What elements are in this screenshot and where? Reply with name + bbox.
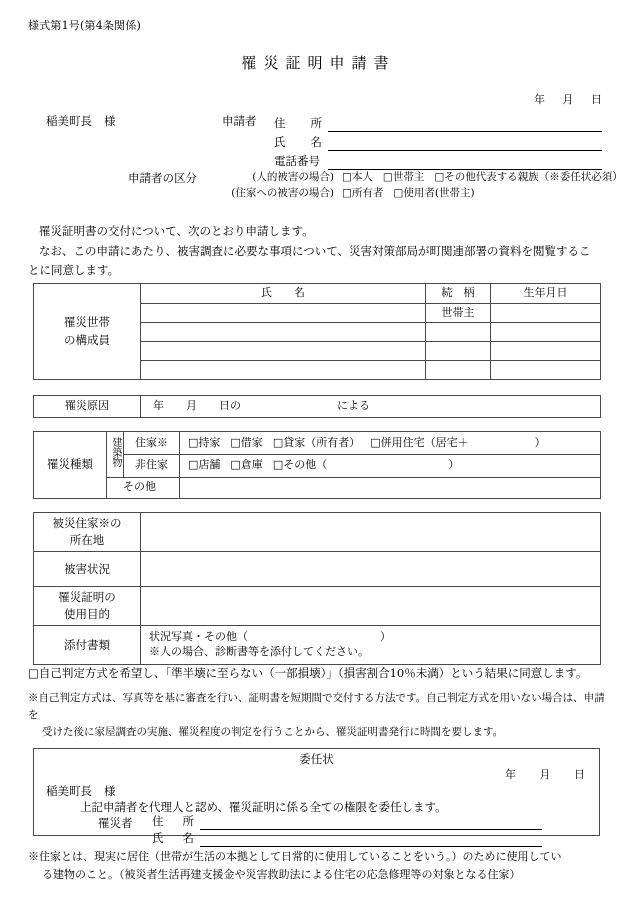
detail-label-damage-status: 被害状況: [34, 552, 141, 587]
building-vertical-text: 建築物: [110, 437, 121, 467]
household-label-line1: 罹災世帯: [64, 315, 110, 330]
power-of-attorney-box: [33, 748, 600, 845]
cell-relation[interactable]: [426, 323, 491, 342]
date-day-label: 日: [591, 93, 602, 106]
applicant-address-label: [274, 115, 328, 132]
cause-month-label: 月: [186, 399, 197, 413]
cell-relation[interactable]: [426, 342, 491, 361]
disaster-cause-table: [33, 395, 601, 418]
cause-date-line: [153, 399, 370, 414]
self-assessment-desc-line1: ※自己判定方式は、写真等を基に審査を行い、証明書を短期間で交付する方法です。自己判定方式を用いない場合は、申請を: [28, 692, 605, 721]
cell-name[interactable]: [141, 342, 426, 361]
applicant-classification-label: 申請者の区分: [128, 171, 197, 185]
applicant-phone-label: 電話番号: [274, 153, 320, 168]
kind-label: 罹災種類: [34, 432, 107, 499]
cause-value[interactable]: [141, 396, 601, 418]
classification-condition: (人的被害の場合): [252, 171, 334, 183]
table-row: [34, 477, 601, 498]
body-paragraph-1: 罹災証明書の交付について、次のとおり申請します。: [39, 224, 314, 238]
checkbox-owner[interactable]: □所有者: [342, 187, 384, 199]
building-vertical-label: [107, 432, 124, 478]
footnote-line1: ※住家とは、現実に居住（世帯が生活の本拠として日常的に使用していることをいう。）のために使用してい: [28, 850, 562, 863]
detail-label-location: [34, 513, 141, 552]
proxy-person-label: 罹災者: [98, 816, 133, 830]
addressee-line: [46, 113, 116, 130]
cell-name[interactable]: [141, 323, 426, 342]
document-title: 罹災証明申請書: [241, 54, 396, 72]
label-char-a: 住: [274, 115, 286, 130]
table-row: [34, 626, 601, 665]
checkbox-tenpo[interactable]: □店舗: [188, 458, 221, 472]
checkbox-user[interactable]: □使用者(世帯主): [393, 187, 475, 199]
proxy-name-input[interactable]: [200, 832, 542, 847]
classification-condition: (住家への被害の場合): [231, 187, 334, 199]
label-char-a: 氏: [152, 830, 164, 845]
checkbox-mochiie[interactable]: □持家: [188, 435, 221, 449]
applicant-address-input[interactable]: [328, 117, 602, 132]
detail-value-damage-status[interactable]: [141, 552, 601, 587]
proxy-addressee-line: [46, 783, 116, 800]
proxy-address-input[interactable]: [200, 815, 542, 830]
proxy-address-label: [152, 813, 200, 830]
proxy-day-label: 日: [574, 768, 585, 781]
form-number: 様式第1号(第4条関係): [28, 19, 141, 32]
checkbox-soko[interactable]: □倉庫: [230, 458, 263, 472]
applicant-name-label: [274, 134, 328, 151]
kind-other-label: その他: [107, 477, 180, 498]
footnote-residence-definition: [28, 848, 606, 883]
cell-relation[interactable]: 世帯主: [426, 304, 491, 323]
checkbox-kashiya[interactable]: □貸家（所有者）: [272, 435, 361, 449]
detail-label-line2: 所在地: [69, 533, 105, 547]
table-row: [34, 513, 601, 552]
detail-value-attachments[interactable]: [141, 626, 601, 665]
self-assessment-checkbox[interactable]: □自己判定方式を希望し、「準半壊に至らない（一部損壊）」（損害割合10％未満）という結果に同意します。: [28, 666, 588, 680]
proxy-fields: [152, 813, 542, 847]
cause-label: 罹災原因: [34, 396, 141, 418]
applicant-phone-row: [274, 151, 602, 170]
cause-day-label: 日の: [219, 399, 241, 413]
proxy-address-row: [152, 813, 542, 830]
applicant-phone-input[interactable]: [328, 155, 602, 170]
proxy-name-row: [152, 830, 542, 847]
cell-birthdate[interactable]: [491, 342, 601, 361]
label-char-b: 所: [310, 115, 322, 130]
kind-sub-label-non-residence: 非住家: [124, 454, 180, 477]
attachment-line-2: ※人の場合、診断書等を添付してください。: [149, 645, 369, 658]
checkbox-honnin[interactable]: □本人: [342, 171, 373, 183]
table-row: [34, 432, 601, 455]
proxy-sentence: 上記申請者を代理人と認め、罹災証明に係る全ての権限を委任します。: [80, 800, 447, 814]
proxy-month-label: 月: [539, 768, 551, 781]
column-header-birthdate: 生年月日: [491, 284, 601, 304]
proxy-addressee-honorific: 様: [104, 784, 116, 798]
applicant-address-row: [274, 113, 602, 132]
household-row-label: [34, 284, 141, 380]
cause-year-label: 年: [153, 399, 164, 413]
table-row: [34, 396, 601, 418]
damage-detail-table: [33, 512, 601, 665]
cell-relation[interactable]: [426, 361, 491, 380]
checkbox-heiyo-jutaku[interactable]: □併用住宅（居宅＋ ）: [370, 435, 546, 449]
footnote-line2: る建物のこと。（被災者生活再建支援金や災害救助法による住宅の応急修理等の対象となる住家）: [42, 867, 521, 881]
addressee-name: 稲美町長: [46, 114, 92, 128]
disaster-kind-table: [33, 431, 601, 499]
detail-label-attachments: 添付書類: [34, 626, 141, 665]
table-row: [34, 284, 601, 304]
classification-row-house: [222, 186, 475, 202]
body-paragraph-2: なお、この申請にあたり、被害調査に必要な事項について、災害対策部局が町関連部署の資料を閲覧することに同意します。: [28, 244, 591, 277]
cell-birthdate[interactable]: [491, 323, 601, 342]
checkbox-other-relative[interactable]: □その他代表する親族（※委任状必須）: [434, 171, 623, 183]
table-row: [34, 587, 601, 626]
detail-label-line2: 使用目的: [64, 607, 110, 621]
label-char-b: 名: [182, 830, 194, 845]
addressee-honorific: 様: [104, 114, 116, 128]
classification-row-personal: [222, 170, 623, 186]
cell-birthdate[interactable]: [491, 304, 601, 323]
table-row: [34, 552, 601, 587]
applicant-name-input[interactable]: [328, 136, 602, 151]
proxy-name-label: [152, 830, 200, 847]
column-header-name: 氏 名: [141, 284, 426, 304]
self-assessment-description: [28, 690, 606, 740]
label-char-a: 氏: [274, 134, 286, 149]
attachment-line-1: 状況写真・その他（ ）: [149, 630, 391, 644]
date-month-label: 月: [562, 93, 574, 106]
proxy-year-label: 年: [505, 768, 516, 781]
proxy-addressee-name: 稲美町長: [46, 784, 92, 798]
proxy-date-line: [505, 767, 585, 784]
proxy-title: 委任状: [299, 752, 334, 766]
date-year-label: 年: [534, 93, 545, 106]
cause-by-label: による: [337, 399, 370, 413]
cell-name[interactable]: [141, 304, 426, 323]
checkbox-setainushi[interactable]: □世帯主: [382, 171, 425, 183]
cell-name[interactable]: [141, 361, 426, 380]
cell-birthdate[interactable]: [491, 361, 601, 380]
checkbox-shakuya[interactable]: □借家: [230, 435, 263, 449]
kind-options-residence: [180, 432, 601, 455]
applicant-heading: 申請者: [222, 114, 257, 128]
column-header-relation: 続 柄: [426, 284, 491, 304]
kind-options-non-residence: [180, 454, 601, 477]
household-label-line2: の構成員: [64, 332, 110, 347]
label-char-a: 住: [152, 813, 164, 828]
detail-value-location[interactable]: [141, 513, 601, 552]
kind-sub-label-residence: 住家※: [124, 432, 180, 455]
detail-label-purpose: [34, 587, 141, 626]
applicant-name-row: [274, 132, 602, 151]
label-char-b: 名: [310, 134, 322, 149]
kind-other-value[interactable]: [180, 477, 601, 498]
application-date-line: [534, 92, 602, 109]
household-members-table: [33, 283, 601, 380]
detail-label-line1: 被災住家※の: [52, 516, 122, 531]
detail-value-purpose[interactable]: [141, 587, 601, 626]
checkbox-sonota[interactable]: □その他（ ）: [272, 458, 460, 472]
label-char-b: 所: [182, 813, 194, 828]
self-assessment-desc-line2: 受けた後に家屋調査の実施、罹災程度の判定を行うことから、罹災証明書発行に時間を要します。: [42, 725, 504, 738]
detail-label-line1: 罹災証明の: [58, 590, 116, 605]
